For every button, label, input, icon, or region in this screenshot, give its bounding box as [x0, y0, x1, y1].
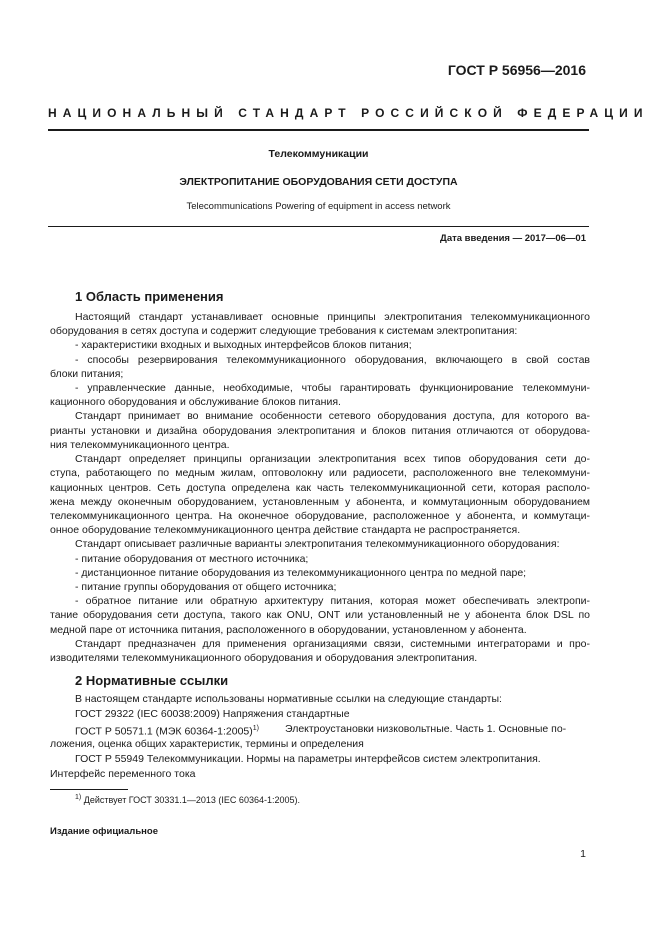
paragraph-line: тание оборудования сети доступа, такого как ONU, ONT или установленный не у абонента блок DSL по: [50, 609, 590, 621]
national-standard-banner: НАЦИОНАЛЬНЫЙ СТАНДАРТ РОССИЙСКОЙ ФЕДЕРАЦИИ: [48, 106, 649, 120]
paragraph-line: кационных центров. Сеть доступа определена как часть телекоммуникационной сети, которая располо-: [50, 482, 590, 494]
paragraph-line: онное оборудование телекоммуникационного центра действие стандарта не распространяется.: [50, 524, 521, 536]
edition-label: Издание официальное: [50, 826, 158, 837]
paragraph-line: медной паре от источника питания, расположенного в оборудовании, установленном у абонента.: [50, 624, 527, 636]
paragraph-line: - характеристики входных и выходных интерфейсов блоков питания;: [75, 339, 412, 351]
footnote-ref[interactable]: 1): [252, 725, 259, 732]
paragraph-line: Стандарт определяет принципы организации электропитания всех типов оборудования сети до-: [75, 453, 590, 465]
paragraph-line: - управленческие данные, необходимые, чтобы гарантировать функционирование телекоммуни-: [75, 382, 590, 394]
paragraph-line: ложения, оценка общих характеристик, термины и определения: [50, 738, 364, 750]
footnote: [75, 794, 300, 805]
paragraph-line: ния телекоммуникационного центра.: [50, 439, 230, 451]
footnote-rule: [50, 789, 128, 790]
page-number: 1: [580, 848, 586, 860]
paragraph-line: Стандарт предназначен для применения организациями связи, системными интеграторами и про-: [75, 638, 590, 650]
paragraph-line: рианты установки и дизайна оборудования электропитания и блоков питания отличаются от оборудова-: [50, 425, 590, 437]
reference-gost-29322: ГОСТ 29322 (IEC 60038:2009) Напряжения стандартные: [75, 708, 350, 720]
paragraph-line: - питание оборудования от местного источника;: [75, 553, 309, 565]
paragraph-line: - способы резервирования телекоммуникационного оборудования, включающего в свой состав: [75, 354, 590, 366]
paragraph-line: телекоммуникационного центра. На оконечное оборудование, расположенное у абонента, и коммутаци-: [50, 510, 590, 522]
paragraph-line: кационного оборудования и обслуживание блоков питания.: [50, 396, 341, 408]
introduction-date: Дата введения — 2017—06—01: [440, 233, 586, 244]
paragraph-line: - питание группы оборудования от общего источника;: [75, 581, 337, 593]
reference-gost-r-50571-1-code: ГОСТ Р 50571.1 (МЭК 60364-1:2005)$^{1)}$: [75, 725, 259, 738]
paragraph-line: Стандарт принимает во внимание особенности сетевого оборудования доступа, для которого ва-: [75, 410, 590, 422]
section-2-heading: 2 Нормативные ссылки: [75, 673, 229, 688]
header-rule: [48, 129, 589, 131]
paragraph-line: оборудования в сетях доступа и содержит следующие требования к системам электропитания:: [50, 325, 518, 337]
reference-gost-r-50571-1-title: Электроустановки низковольтные. Часть 1. Основные по-: [285, 723, 567, 735]
footnote-marker: 1): [75, 794, 82, 801]
title-kicker: Телекоммуникации: [268, 148, 369, 160]
title-english: Telecommunications Powering of equipment in access network: [186, 201, 451, 212]
reference-gost-r-55949: ГОСТ Р 55949 Телекоммуникации. Нормы на параметры интерфейсов систем электропитания.: [75, 753, 541, 765]
section-1-heading: 1 Область применения: [75, 289, 224, 304]
gost-number: ГОСТ Р 56956—2016: [447, 62, 586, 78]
paragraph-line: ступа, работающего по медным жилам, оптоволокну или радиосети, расположенного вне телекоммуни-: [50, 467, 590, 479]
paragraph-line: - дистанционное питание оборудования из телекоммуникационного центра по медной паре;: [75, 567, 527, 579]
footnote-text: Действует ГОСТ 30331.1—2013 (IEC 60364-1:2005).: [83, 795, 300, 805]
paragraph-line: Настоящий стандарт устанавливает основные принципы электропитания телекоммуникационного: [75, 311, 590, 323]
title-russian: ЭЛЕКТРОПИТАНИЕ ОБОРУДОВАНИЯ СЕТИ ДОСТУПА: [179, 176, 458, 188]
paragraph-line: блоки питания;: [50, 368, 124, 380]
paragraph-line: В настоящем стандарте использованы нормативные ссылки на следующие стандарты:: [75, 693, 502, 705]
paragraph-line: Интерфейс переменного тока: [50, 768, 196, 780]
paragraph-line: Стандарт описывает различные варианты электропитания телекоммуникационного оборудования:: [75, 538, 560, 550]
paragraph-line: - обратное питание или обратную архитектуру питания, которая может обеспечивать электропи-: [75, 595, 590, 607]
title-rule: [48, 226, 589, 227]
paragraph-line: изводителями телекоммуникационного оборудования и оборудования электропитания.: [50, 652, 478, 664]
paragraph-line: жена между оконечным оборудованием, установленным у абонента, и коммутационным оборудованием: [50, 496, 590, 508]
